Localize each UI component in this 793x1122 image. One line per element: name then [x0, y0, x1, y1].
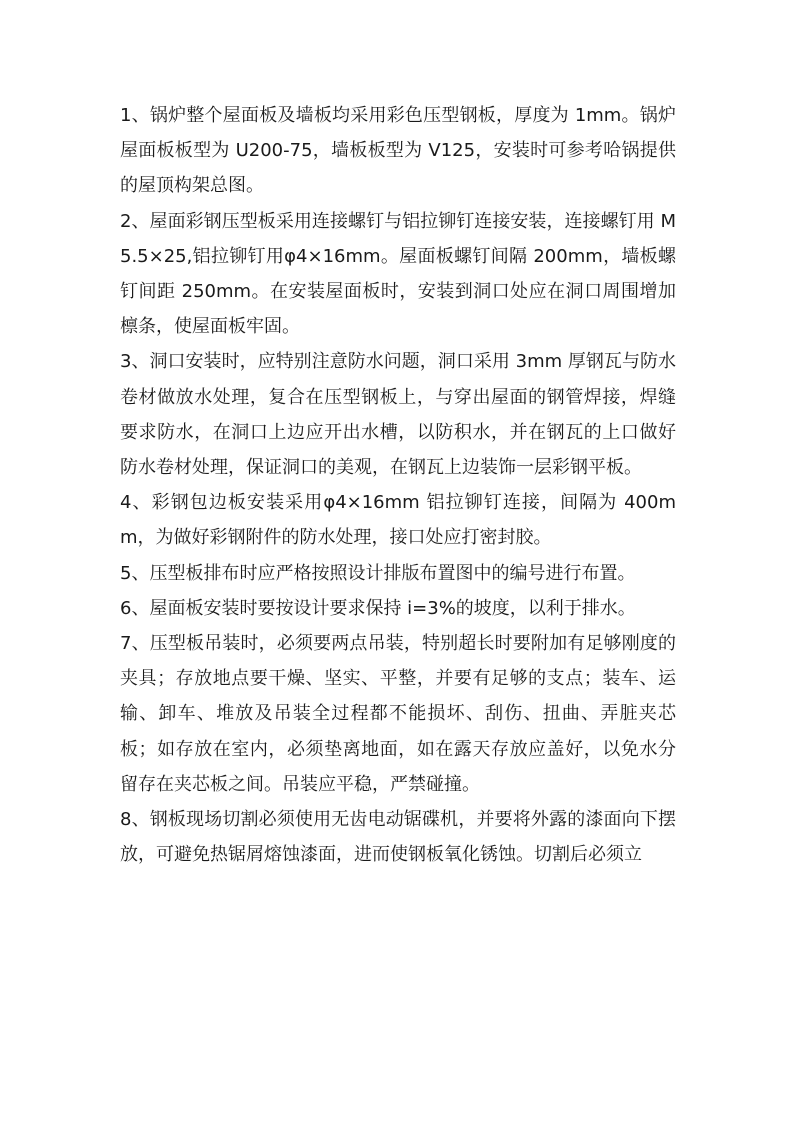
paragraph-3: 3、洞口安装时，应特别注意防水问题，洞口采用 3mm 厚钢瓦与防水卷材做放水处理，复合在压型钢板上，与穿出屋面的钢管焊接，焊缝要求防水，在洞口上边应开出水槽，以防积水，并在钢瓦的上口做好防水卷材处理，保证洞口的美观，在钢瓦上边装饰一层彩钢平板。: [120, 351, 676, 479]
paragraph-4: 4、彩钢包边板安装采用φ4×16mm 铝拉铆钉连接，间隔为 400mm，为做好彩钢附件的防水处理，接口处应打密封胶。: [120, 492, 676, 549]
paragraph-5: 5、压型板排布时应严格按照设计排版布置图中的编号进行布置。: [120, 562, 636, 584]
document-body: [120, 98, 676, 872]
paragraph-6: 6、屋面板安装时要按设计要求保持 i=3%的坡度，以利于排水。: [120, 597, 636, 619]
paragraph-1: 1、锅炉整个屋面板及墙板均采用彩色压型钢板，厚度为 1mm。锅炉屋面板板型为 U200-75，墙板板型为 V125，安装时可参考哈锅提供的屋顶构架总图。: [120, 105, 676, 197]
paragraph-2: 2、屋面彩钢压型板采用连接螺钉与铝拉铆钉连接安装，连接螺钉用 M5.5×25,铝拉铆钉用φ4×16mm。屋面板螺钉间隔 200mm，墙板螺钉间距 250mm。在安装屋面板时，安装到洞口处应在洞口周围增加檩条，使屋面板牢固。: [120, 210, 676, 338]
paragraph-8: 8、钢板现场切割必须使用无齿电动锯碟机，并要将外露的漆面向下摆放，可避免热锯屑熔蚀漆面，进而使钢板氧化锈蚀。切割后必须立: [120, 809, 676, 866]
paragraph-7: 7、压型板吊装时，必须要两点吊装，特别超长时要附加有足够刚度的夹具；存放地点要干燥、坚实、平整，并要有足够的支点；装车、运输、卸车、堆放及吊装全过程都不能损坏、刮伤、扭曲、弄脏夹芯板；如存放在室内，必须垫离地面，如在露天存放应盖好，以免水分留存在夹芯板之间。吊装应平稳，严禁碰撞。: [120, 633, 676, 795]
